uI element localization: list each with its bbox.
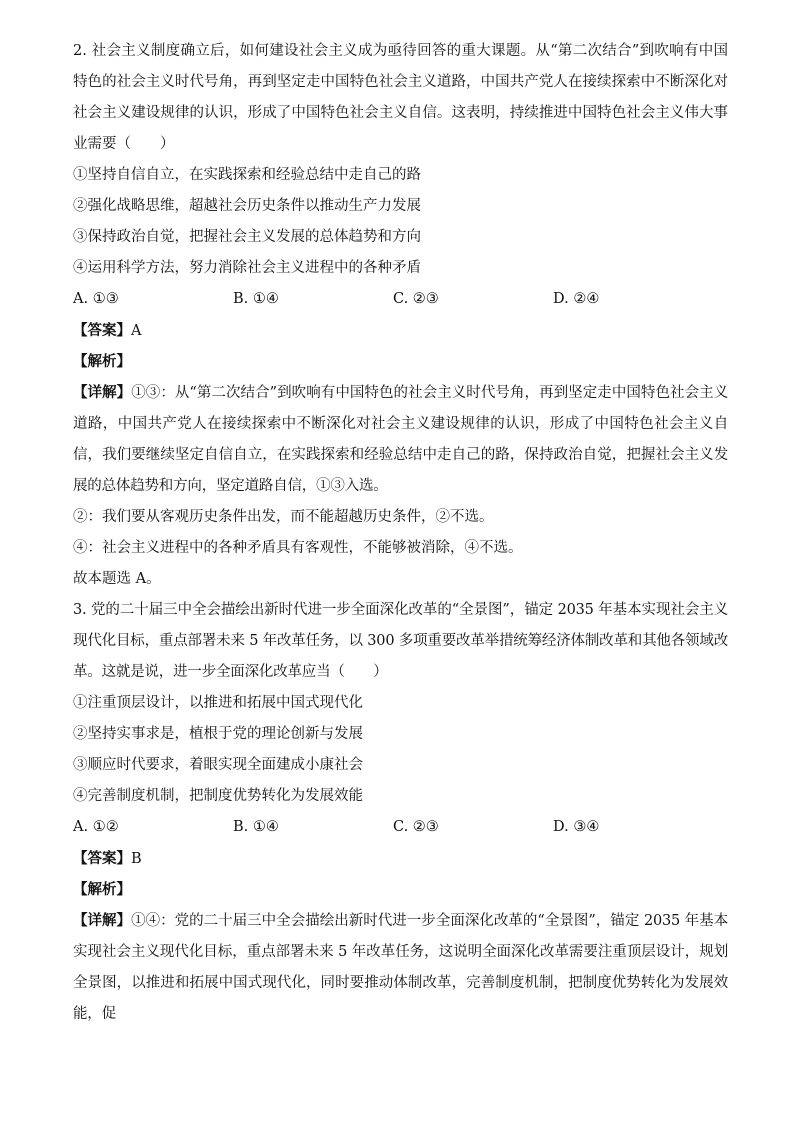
question-2-answer	[73, 315, 728, 346]
question-3-detail-1	[73, 905, 728, 1030]
option-b: B. ①④	[233, 291, 279, 307]
detail-tag: 【详解】	[73, 912, 132, 929]
question-2-analysis	[73, 346, 728, 377]
question-2-detail-2: ②：我们要从客观历史条件出发，而不能超越历史条件，②不选。	[73, 509, 494, 525]
question-3-item-4: ④完善制度机制，把制度优势转化为发展效能	[73, 788, 363, 804]
option-a: A. ①③	[73, 291, 119, 307]
document-content	[73, 36, 728, 1030]
option-b: B. ①④	[233, 819, 279, 835]
option-d: D. ③④	[553, 819, 600, 835]
question-3-stem: 3. 党的二十届三中全会描绘出新时代进一步全面深化改革的“全景图”，锚定 2035 年基本实现社会主义现代化目标，重点部署未来 5 年改革任务，以 300 多项重要改革举措统筹经济体制改革和其他各领域改革。这就是说，进一步全面深化改革应当（ ）	[73, 602, 728, 680]
question-3-options	[73, 812, 728, 843]
option-c: C. ②③	[393, 291, 439, 307]
answer-tag: 【答案】	[73, 850, 131, 867]
analysis-tag: 【解析】	[73, 353, 131, 370]
answer-tag: 【答案】	[73, 322, 131, 339]
question-2-item-2: ②强化战略思维，超越社会历史条件以推动生产力发展	[73, 198, 421, 214]
answer-value: B	[131, 851, 142, 867]
question-2-detail-1	[73, 377, 728, 502]
question-2-stem: 2. 社会主义制度确立后，如何建设社会主义成为亟待回答的重大课题。从“第二次结合”到吹响有中国特色的社会主义时代号角，再到坚定走中国特色社会主义道路，中国共产党人在接续探索中不断深化对社会主义建设规律的认识，形成了中国特色社会主义自信。这表明，持续推进中国特色社会主义伟大事业需要（ ）	[73, 43, 728, 152]
question-2-item-1: ①坚持自信自立，在实践探索和经验总结中走自己的路	[73, 167, 421, 183]
question-3-item-3: ③顺应时代要求，着眼实现全面建成小康社会	[73, 757, 363, 773]
question-3-item-1: ①注重顶层设计，以推进和拓展中国式现代化	[73, 695, 363, 711]
question-2-detail-3: ④：社会主义进程中的各种矛盾具有客观性，不能够被消除，④不选。	[73, 540, 523, 556]
question-3-item-2: ②坚持实事求是，植根于党的理论创新与发展	[73, 726, 363, 742]
question-2-options	[73, 284, 728, 315]
option-a: A. ①②	[73, 819, 119, 835]
analysis-tag: 【解析】	[73, 881, 131, 898]
question-2-item-4: ④运用科学方法，努力消除社会主义进程中的各种矛盾	[73, 260, 421, 276]
detail-text: ①④：党的二十届三中全会描绘出新时代进一步全面深化改革的“全景图”，锚定 2035 年基本实现社会主义现代化目标，重点部署未来 5 年改革任务，这说明全面深化改革需要注重顶层设计，规划全景图，以推进和拓展中国式现代化，同时要推动体制改革，完善制度机制，把制度优势转化为发展效能，促	[73, 913, 728, 1022]
option-c: C. ②③	[393, 819, 439, 835]
question-2-conclusion: 故本题选 A。	[73, 571, 161, 587]
question-3-analysis	[73, 874, 728, 905]
question-2-item-3: ③保持政治自觉，把握社会主义发展的总体趋势和方向	[73, 229, 421, 245]
detail-text: ①③：从“第二次结合”到吹响有中国特色的社会主义时代号角，再到坚定走中国特色社会主义道路，中国共产党人在接续探索中不断深化对社会主义建设规律的认识，形成了中国特色社会主义自信，我们要继续坚定自信自立，在实践探索和经验总结中走自己的路，保持政治自觉，把握社会主义发展的总体趋势和方向，坚定道路自信，①③入选。	[73, 385, 728, 494]
question-3-answer	[73, 843, 728, 874]
option-d: D. ②④	[553, 291, 600, 307]
answer-value: A	[131, 323, 142, 339]
detail-tag: 【详解】	[73, 384, 132, 401]
